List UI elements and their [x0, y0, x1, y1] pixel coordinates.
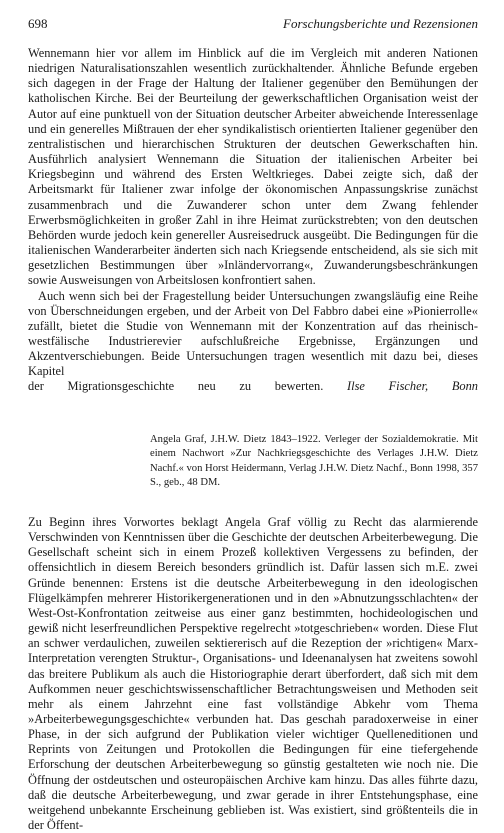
page-number: 698 [28, 16, 48, 31]
review1-paragraph1: Wennemann hier vor allem im Hinblick auf die im Vergleich mit anderen Nationen niedrigen Naturalisationszahlen wesentlich zurückhaltender. Ähnliche Befunde ergeben sich dagegen in der Frage der Haltung der Italiener gegenüber den Bemühungen der katholischen Kirche. Bei der Beurteilung der gewerkschaftlichen Organisation weist der Autor auf eine punktuell von der Situation deutscher Arbeiter abweichende Interessenlage und ein generelles Mißtrauen der eher syndikalistisch orientierten Italiener gegenüber den zentralistischen und hierarchischen Strukturen der deutschen Gewerkschaften hin. Ausführlich analysiert Wennemann die Situation der italienischen Arbeiter bei Kriegsbeginn und während des Ersten Weltkrieges. Dabei zeigte sich, daß der Arbeitsmarkt für Italiener zwar infolge der ökonomischen Anpassungskrise zunächst zusammenbrach und die Zuwanderer schon unter dem Zwang fehlender Erwerbsmöglichkeiten in großer Zahl in ihre Heimat zurückstrebten; von den deutschen Behörden wurde jedoch kein genereller Ausreisedruck ausgeübt. Die Bedingungen für die italienischen Wanderarbeiter änderten sich nach Kriegsende entscheidend, als sie sich mit gesetzlichen Bestimmungen über »Inländervorrang«, Zuwanderungsbeschränkungen sowie Ausweisungen von Arbeitslosen konfrontiert sahen. [28, 46, 478, 288]
review1-closing-line [28, 379, 478, 394]
review2-paragraph1: Zu Beginn ihres Vorwortes beklagt Angela Graf völlig zu Recht das alarmierende Verschwinden von Kenntnissen über die Geschichte der deutschen Arbeiterbewegung. Die Gesellschaft scheint sich in einem Prozeß kollektiven Vergessens zu befinden, der offensichtlich in diesem Bereich besonders gründlich ist. Dafür lassen sich m.E. zwei Gründe benennen: Erstens ist die deutsche Arbeiterbewegung in den ideologischen Flügelkämpfen mehrerer Historikergenerationen und in den »Abnutzungsschlachten« der West-Ost-Konfrontation zeitweise aus einer ganz bestimmten, hochideologischen und gewiß nicht leserfreundlichen Perspektive regelrecht »totgeschrieben« worden. Diese Flut an schwer verdaulichen, zuweilen sektiererisch auf die Rezeption der »richtigen« Marx-Interpretation verengten Struktur-, Organisations- und Ideenanalysen hat zweitens sowohl das breitere Publikum als auch die Historiographie derart überfordert, daß sich mit dem Aufkommen neuer geschichtswissenschaftlicher Betrachtungsweisen und Methoden seit mehr als einem Jahrzehnt eine fast vollständige Abkehr vom Thema »Arbeiterbewegungsgeschichte« verbunden hat. Das geschah paradoxerweise in einer Phase, in der sich aufgrund der Publikation vieler wichtiger Quelleneditionen und Reprints von Zeitungen und Protokollen die Bedingungen für eine tiefergehende Erforschung der deutschen Arbeiterbewegung so günstig gestalteten wie noch nie. Die Öffnung der ostdeutschen und osteuropäischen Archive kam hinzu. Das alles führte dazu, daß die deutsche Arbeiterbewegung, und zwar gerade in ihrer Entstehungsphase, eine weitgehend unbekannte Erscheinung geblieben ist. Was existiert, sind größtenteils die in der Öffent- [28, 514, 478, 833]
book-citation: Angela Graf, J.H.W. Dietz 1843–1922. Verleger der Sozialdemokratie. Mit einem Nachwort »Zur Nachkriegsgeschichte des Verlages J.H.W. Dietz Nachf.« von Horst Heidermann, Verlag J.H.W. Dietz Nachf., Bonn 1998, 357 S., geb., 48 DM. [150, 433, 478, 489]
review1-last-line: der Migrationsgeschichte neu zu bewerten. [28, 379, 324, 394]
review1-paragraph2: Auch wenn sich bei der Fragestellung beider Untersuchungen zwangsläufig eine Reihe von Überschneidungen ergeben, und der Arbeit von Del Fabbro dabei eine »Pionierrolle« zufällt, bietet die Studie von Wennemann mit der Konzentration auf das rheinisch-westfälische Industrierevier aufschlußreiche Ergebnisse, Ergänzungen und Akzentverschiebungen. Beide Untersuchungen tragen wesentlich mit dazu bei, dieses Kapitel [28, 288, 478, 379]
page-header [28, 14, 478, 34]
review-fischer [28, 46, 478, 395]
journal-section-title: Forschungsberichte und Rezensionen [283, 16, 478, 31]
reviewer-signature: Ilse Fischer, Bonn [347, 379, 478, 394]
review-graf [28, 515, 478, 833]
